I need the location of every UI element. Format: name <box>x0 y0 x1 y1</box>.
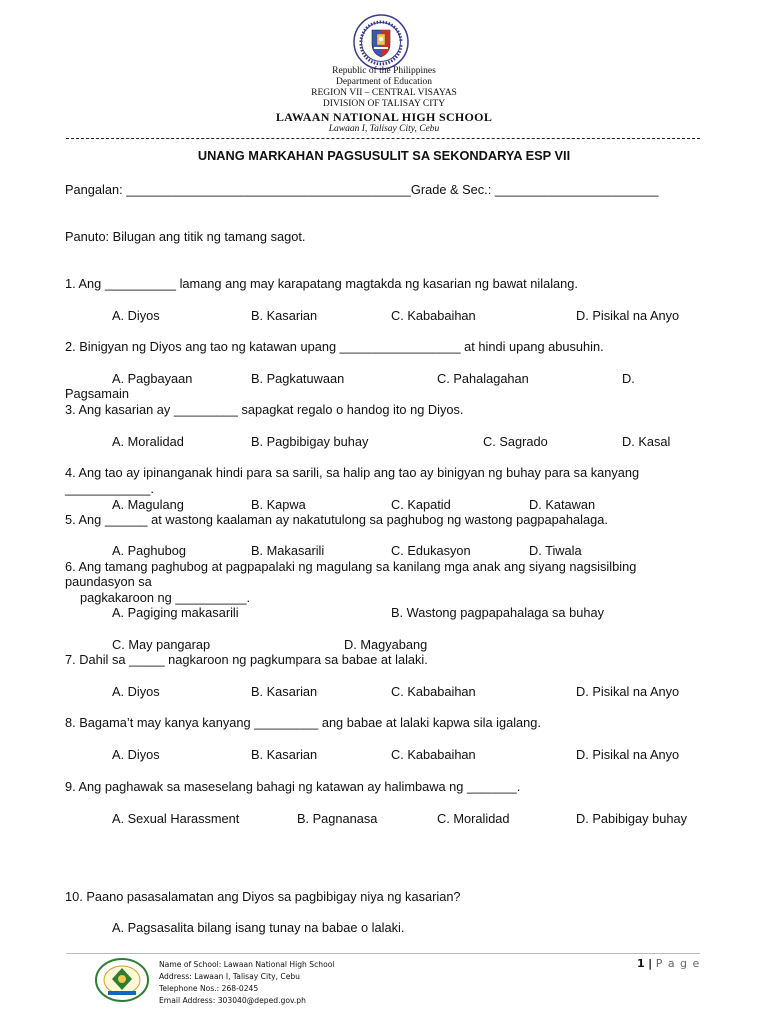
footer-address: Address: Lawaan I, Talisay City, Cebu <box>159 972 300 981</box>
q3-choice-c: C. Sagrado <box>483 434 548 449</box>
q1-choice-c: C. Kababaihan <box>391 308 476 323</box>
header-division: DIVISION OF TALISAY CITY <box>322 99 446 109</box>
q5-choice-a: A. Paghubog <box>112 543 187 558</box>
q8-choice-a: A. Diyos <box>112 747 160 762</box>
q4-choice-b: B. Kapwa <box>251 497 306 512</box>
q6-choice-a: A. Pagiging makasarili <box>112 605 239 620</box>
question-9: 9. Ang paghawak sa maseselang bahagi ng katawan ay halimbawa ng _______. <box>65 779 521 794</box>
q7-choice-b: B. Kasarian <box>251 684 318 699</box>
q2-choice-b: B. Pagkatuwaan <box>251 371 345 386</box>
question-7: 7. Dahil sa _____ nagkaroon ng pagkumpara sa babae at lalaki. <box>65 652 428 667</box>
footer-divider <box>66 953 700 954</box>
name-grade-line: Pangalan: ________________________________________Grade & Sec.: _______________________ <box>65 182 659 197</box>
q9-choice-b: B. Pagnanasa <box>297 811 378 826</box>
instructions: Panuto: Bilugan ang titik ng tamang sagot. <box>65 229 306 244</box>
q1-choice-a: A. Diyos <box>112 308 160 323</box>
q6-choice-d: D. Magyabang <box>344 637 428 652</box>
q2-choice-d-text: Pagsamain <box>65 386 130 401</box>
deped-seal-logo <box>353 14 409 70</box>
q2-choice-c: C. Pahalagahan <box>437 371 529 386</box>
q4-choice-d: D. Katawan <box>529 497 596 512</box>
page-separator: | <box>648 957 653 970</box>
q8-choice-b: B. Kasarian <box>251 747 318 762</box>
q7-choice-d: D. Pisikal na Anyo <box>576 684 680 699</box>
header-divider <box>66 138 700 139</box>
q5-choice-b: B. Makasarili <box>251 543 325 558</box>
header-school-name: LAWAAN NATIONAL HIGH SCHOOL <box>275 110 493 124</box>
question-6: 6. Ang tamang paghubog at pagpapalaki ng magulang sa kanilang mga anak ang siyang nagsisilbing <box>65 559 637 574</box>
page-number-block <box>637 957 700 970</box>
question-5: 5. Ang ______ at wastong kaalaman ay nakatutulong sa paghubog ng wastong pagpapahalaga. <box>65 512 608 527</box>
q1-choice-b: B. Kasarian <box>251 308 318 323</box>
question-4: 4. Ang tao ay ipinanganak hindi para sa sarili, sa halip ang tao ay binigyan ng buhay para sa kanyang <box>65 465 640 480</box>
header-department: Department of Education <box>335 77 433 87</box>
q2-choice-d: D. <box>622 371 635 386</box>
header-school-address: Lawaan I, Talisay City, Cebu <box>328 124 440 134</box>
q6-choice-c: C. May pangarap <box>112 637 211 652</box>
q9-choice-d: D. Pabibigay buhay <box>576 811 687 826</box>
question-6-line-2: paundasyon sa <box>65 574 152 589</box>
q5-choice-d: D. Tiwala <box>529 543 582 558</box>
header-republic: Republic of the Philippines <box>332 66 436 76</box>
footer-email: Email Address: 303040@deped.gov.ph <box>159 996 306 1005</box>
exam-title: UNANG MARKAHAN PAGSUSULIT SA SEKONDARYA ESP VII <box>197 148 571 163</box>
question-6-line-3: pagkakaroon ng __________. <box>80 590 251 605</box>
q4-choice-a: A. Magulang <box>112 497 184 512</box>
q9-choice-c: C. Moralidad <box>437 811 510 826</box>
footer-telephone: Telephone Nos.: 268-0245 <box>159 984 259 993</box>
q2-choice-a: A. Pagbayaan <box>112 371 193 386</box>
question-1: 1. Ang __________ lamang ang may karapatang magtakda ng kasarian ng bawat nilalang. <box>65 276 578 291</box>
q1-choice-d: D. Pisikal na Anyo <box>576 308 680 323</box>
q4-choice-c: C. Kapatid <box>391 497 451 512</box>
q3-choice-b: B. Pagbibigay buhay <box>251 434 369 449</box>
q3-choice-d: D. Kasal <box>622 434 671 449</box>
q6-choice-b: B. Wastong pagpapahalaga sa buhay <box>391 605 604 620</box>
school-logo <box>94 957 150 1003</box>
q3-choice-a: A. Moralidad <box>112 434 184 449</box>
q10-choice-a: A. Pagsasalita bilang isang tunay na babae o lalaki. <box>112 920 405 935</box>
footer-school-name: Name of School: Lawaan National High School <box>159 960 335 969</box>
q7-choice-c: C. Kababaihan <box>391 684 476 699</box>
q8-choice-d: D. Pisikal na Anyo <box>576 747 680 762</box>
q7-choice-a: A. Diyos <box>112 684 160 699</box>
header-region: REGION VII – CENTRAL VISAYAS <box>311 88 457 98</box>
q8-choice-c: C. Kababaihan <box>391 747 476 762</box>
page-label: P a g e <box>655 957 701 970</box>
question-10: 10. Paano pasasalamatan ang Diyos sa pagbibigay niya ng kasarian? <box>65 889 461 904</box>
page-number: 1 <box>637 957 645 970</box>
question-8: 8. Bagama’t may kanya kanyang _________ ang babae at lalaki kapwa sila igalang. <box>65 715 541 730</box>
question-4-blank: ____________. <box>65 481 154 496</box>
question-3: 3. Ang kasarian ay _________ sapagkat regalo o handog ito ng Diyos. <box>65 402 464 417</box>
question-2: 2. Binigyan ng Diyos ang tao ng katawan upang _________________ at hindi upang abusuhin. <box>65 339 604 354</box>
q9-choice-a: A. Sexual Harassment <box>112 811 240 826</box>
q5-choice-c: C. Edukasyon <box>391 543 471 558</box>
